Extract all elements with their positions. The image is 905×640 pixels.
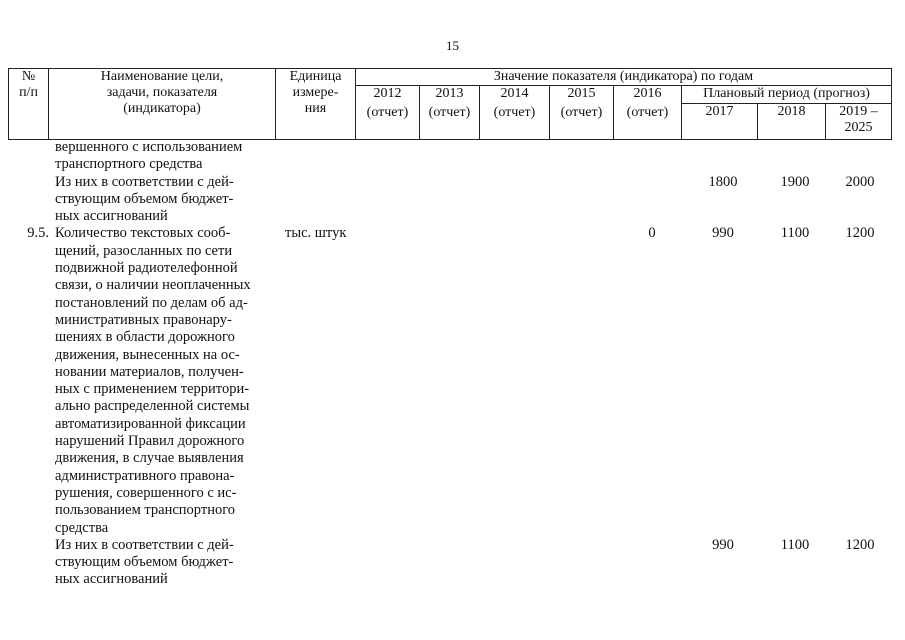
header-year-2016 xyxy=(614,86,682,140)
table-row xyxy=(8,537,891,589)
row-unit: тыс. штук xyxy=(285,225,347,242)
header-unit: Единица измере- ния xyxy=(276,69,356,140)
row-value-2016: 0 xyxy=(648,225,656,242)
year-note: (отчет) xyxy=(366,105,409,120)
year-note: (отчет) xyxy=(626,105,669,120)
header-name: Наименование цели, задачи, показателя (индикатора) xyxy=(49,69,276,140)
year-label: 2015 xyxy=(567,86,596,101)
row-value-2017: 990 xyxy=(712,536,734,553)
table-row xyxy=(8,174,891,226)
year-note: (отчет) xyxy=(560,105,603,120)
indicator-table-body xyxy=(8,139,891,589)
row-value-2019-2025: 1200 xyxy=(845,225,875,242)
row-number: 9.5. xyxy=(27,225,49,242)
table-row xyxy=(8,139,891,174)
header-plan-2019-2025: 2019 – 2025 xyxy=(826,104,892,140)
year-label: 2013 xyxy=(435,86,464,101)
year-label: 2016 xyxy=(633,86,662,101)
row-name: Количество текстовых сооб- щений, разосланных по сети подвижной радиотелефонной связи, о наличии неоплаченных постановлений по делам об ад- министративных правонару- шениях в области дорожного движения, вынесенных на ос- новании материалов, получен- ных с применением территори- ально распределенной системы автоматизированной фиксации нарушений Правил дорожного движения, в случае выявления административного правона- рушения, совершенного с ис- пользованием транспортного средства xyxy=(55,225,251,536)
header-year-2013 xyxy=(420,86,480,140)
header-plan-2017: 2017 xyxy=(682,104,758,140)
row-value-2018: 1100 xyxy=(780,225,810,242)
header-plan-period: Плановый период (прогноз) xyxy=(682,86,892,104)
row-value-2018: 1900 xyxy=(780,173,810,190)
year-note: (отчет) xyxy=(493,105,536,120)
header-number: № п/п xyxy=(9,69,49,140)
year-note: (отчет) xyxy=(428,105,471,120)
year-label: 2014 xyxy=(500,86,529,101)
table-row xyxy=(8,225,891,536)
page-number: 15 xyxy=(446,38,459,53)
row-name: Из них в соответствии с дей- ствующим объемом бюджет- ных ассигнований xyxy=(55,173,234,225)
header-values-by-year: Значение показателя (индикатора) по годам xyxy=(356,69,892,86)
row-value-2019-2025: 1200 xyxy=(845,536,875,553)
header-year-2015 xyxy=(550,86,614,140)
row-name: Из них в соответствии с дей- ствующим объемом бюджет- ных ассигнований xyxy=(55,536,234,588)
year-label: 2012 xyxy=(373,86,402,101)
row-value-2017: 990 xyxy=(712,225,734,242)
row-value-2019-2025: 2000 xyxy=(845,173,875,190)
header-plan-2018: 2018 xyxy=(758,104,826,140)
header-year-2012 xyxy=(356,86,420,140)
indicator-table-header xyxy=(8,68,892,140)
row-name: вершенного с использованием транспортного средства xyxy=(55,139,243,173)
row-value-2017: 1800 xyxy=(708,173,738,190)
row-value-2018: 1100 xyxy=(780,536,810,553)
header-year-2014 xyxy=(480,86,550,140)
